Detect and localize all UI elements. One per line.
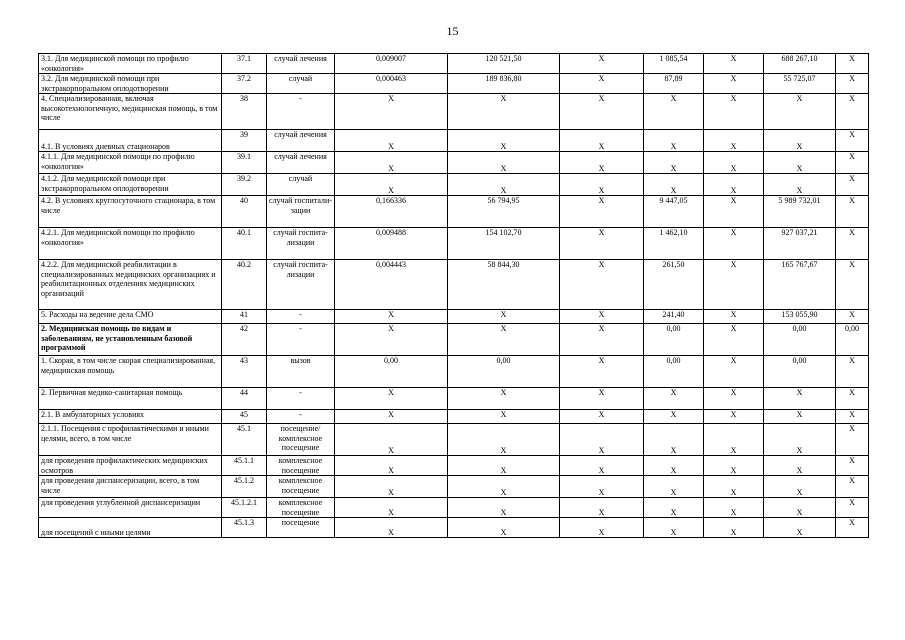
value-cell: X: [704, 456, 764, 476]
row-code-cell: 45.1: [222, 424, 267, 456]
value-cell: 0,000463: [335, 74, 448, 94]
value-cell: X: [335, 456, 448, 476]
value-cell: X: [836, 54, 869, 74]
value-cell: X: [644, 424, 704, 456]
value-cell: X: [836, 456, 869, 476]
value-cell: X: [448, 388, 560, 410]
medical-care-table: [38, 53, 869, 538]
table-row: [39, 518, 869, 538]
row-name-cell: для проведения диспансеризации, всего, в том числе: [39, 476, 222, 498]
table-row: [39, 498, 869, 518]
value-cell: X: [560, 310, 644, 324]
value-cell: X: [448, 324, 560, 356]
table-row: [39, 152, 869, 174]
value-cell: X: [764, 476, 836, 498]
table-body: [39, 54, 869, 538]
value-cell: X: [644, 130, 704, 152]
value-cell: 927 037,21: [764, 228, 836, 260]
value-cell: 0,00: [644, 356, 704, 388]
table-row: [39, 54, 869, 74]
row-name-cell: 2.1.1. Посещения с профилактическими и иными целями, всего, в том числе: [39, 424, 222, 456]
row-name-cell: для проведения углубленной диспансеризации: [39, 498, 222, 518]
row-unit-cell: посещение/ комплексное посещение: [267, 424, 335, 456]
value-cell: X: [335, 518, 448, 538]
row-name-cell: 4.1. В условиях дневных стационаров: [39, 130, 222, 152]
value-cell: X: [560, 410, 644, 424]
row-name-cell: 3.2. Для медицинской помощи при экстракорпоральном оплодотворении: [39, 74, 222, 94]
value-cell: X: [644, 152, 704, 174]
row-code-cell: 45.1.1: [222, 456, 267, 476]
row-unit-cell: случай лечения: [267, 152, 335, 174]
row-unit-cell: -: [267, 388, 335, 410]
row-code-cell: 39.1: [222, 152, 267, 174]
value-cell: X: [836, 388, 869, 410]
value-cell: X: [836, 174, 869, 196]
row-unit-cell: -: [267, 310, 335, 324]
value-cell: X: [448, 424, 560, 456]
value-cell: X: [560, 74, 644, 94]
row-code-cell: 37.1: [222, 54, 267, 74]
table-row: [39, 174, 869, 196]
row-unit-cell: -: [267, 324, 335, 356]
value-cell: X: [704, 310, 764, 324]
value-cell: X: [560, 518, 644, 538]
row-unit-cell: случай: [267, 174, 335, 196]
value-cell: 56 794,95: [448, 196, 560, 228]
value-cell: X: [704, 424, 764, 456]
row-code-cell: 41: [222, 310, 267, 324]
value-cell: 55 725,07: [764, 74, 836, 94]
value-cell: X: [560, 476, 644, 498]
value-cell: X: [448, 310, 560, 324]
value-cell: X: [560, 388, 644, 410]
value-cell: X: [644, 94, 704, 130]
value-cell: X: [335, 94, 448, 130]
value-cell: X: [335, 424, 448, 456]
value-cell: X: [335, 130, 448, 152]
row-name-cell: 4.2. В условиях круглосуточного стационара, в том числе: [39, 196, 222, 228]
row-code-cell: 40.1: [222, 228, 267, 260]
value-cell: X: [560, 424, 644, 456]
table-row: [39, 228, 869, 260]
value-cell: 0,00: [764, 356, 836, 388]
value-cell: X: [704, 152, 764, 174]
value-cell: X: [704, 94, 764, 130]
value-cell: X: [560, 94, 644, 130]
row-unit-cell: случай: [267, 74, 335, 94]
value-cell: 165 767,67: [764, 260, 836, 310]
row-unit-cell: случай госпитали-зации: [267, 196, 335, 228]
value-cell: 120 521,50: [448, 54, 560, 74]
row-code-cell: 40: [222, 196, 267, 228]
table-row: [39, 260, 869, 310]
row-name-cell: 4.2.2. Для медицинской реабилитации в специализированных медицинских организациях и реабилитационных отделениях медицинских организаций: [39, 260, 222, 310]
row-name-cell: для проведения профилактических медицинских осмотров: [39, 456, 222, 476]
value-cell: X: [560, 174, 644, 196]
row-code-cell: 39: [222, 130, 267, 152]
value-cell: 5 989 732,01: [764, 196, 836, 228]
value-cell: X: [836, 94, 869, 130]
value-cell: X: [335, 498, 448, 518]
table-row: [39, 388, 869, 410]
row-name-cell: 1. Скорая, в том числе скорая специализированная, медицинская помощь: [39, 356, 222, 388]
value-cell: X: [836, 260, 869, 310]
value-cell: X: [836, 310, 869, 324]
value-cell: X: [836, 130, 869, 152]
row-code-cell: 42: [222, 324, 267, 356]
value-cell: 0,00: [836, 324, 869, 356]
value-cell: X: [836, 424, 869, 456]
value-cell: X: [560, 130, 644, 152]
value-cell: X: [448, 456, 560, 476]
row-name-cell: 4.1.1. Для медицинской помощи по профилю «онкология»: [39, 152, 222, 174]
value-cell: X: [704, 130, 764, 152]
value-cell: X: [704, 356, 764, 388]
value-cell: X: [335, 310, 448, 324]
value-cell: X: [644, 476, 704, 498]
table-row: [39, 424, 869, 456]
table-row: [39, 94, 869, 130]
value-cell: 0,00: [448, 356, 560, 388]
row-unit-cell: посещение: [267, 518, 335, 538]
row-code-cell: 45: [222, 410, 267, 424]
value-cell: X: [644, 518, 704, 538]
value-cell: X: [836, 74, 869, 94]
value-cell: X: [644, 410, 704, 424]
value-cell: X: [704, 388, 764, 410]
row-name-cell: 2.1. В амбулаторных условиях: [39, 410, 222, 424]
value-cell: 154 102,70: [448, 228, 560, 260]
value-cell: X: [644, 498, 704, 518]
value-cell: X: [448, 174, 560, 196]
row-code-cell: 40.2: [222, 260, 267, 310]
value-cell: X: [560, 356, 644, 388]
value-cell: X: [704, 476, 764, 498]
value-cell: X: [560, 498, 644, 518]
row-unit-cell: -: [267, 94, 335, 130]
value-cell: 0,004443: [335, 260, 448, 310]
row-code-cell: 39.2: [222, 174, 267, 196]
row-code-cell: 45.1.2.1: [222, 498, 267, 518]
value-cell: X: [836, 196, 869, 228]
value-cell: X: [448, 498, 560, 518]
row-unit-cell: комплексное посещение: [267, 456, 335, 476]
value-cell: 241,40: [644, 310, 704, 324]
value-cell: 0,009007: [335, 54, 448, 74]
row-code-cell: 43: [222, 356, 267, 388]
value-cell: X: [335, 324, 448, 356]
value-cell: X: [836, 518, 869, 538]
page-number: 15: [446, 24, 459, 38]
table-row: [39, 196, 869, 228]
table-row: [39, 130, 869, 152]
value-cell: 9 447,05: [644, 196, 704, 228]
value-cell: X: [764, 518, 836, 538]
value-cell: X: [560, 456, 644, 476]
table-row: [39, 456, 869, 476]
value-cell: X: [644, 388, 704, 410]
value-cell: 261,50: [644, 260, 704, 310]
row-name-cell: 5. Расходы на ведение дела СМО: [39, 310, 222, 324]
value-cell: 1 462,10: [644, 228, 704, 260]
value-cell: X: [704, 518, 764, 538]
value-cell: 1 085,54: [644, 54, 704, 74]
value-cell: X: [704, 196, 764, 228]
table-row: [39, 476, 869, 498]
value-cell: X: [335, 174, 448, 196]
row-name-cell: для посещений с иными целями: [39, 518, 222, 538]
value-cell: X: [704, 54, 764, 74]
row-code-cell: 38: [222, 94, 267, 130]
row-name-cell: 4.2.1. Для медицинской помощи по профилю «онкология»: [39, 228, 222, 260]
value-cell: X: [644, 456, 704, 476]
value-cell: X: [560, 152, 644, 174]
value-cell: X: [764, 498, 836, 518]
value-cell: 87,89: [644, 74, 704, 94]
row-code-cell: 44: [222, 388, 267, 410]
value-cell: 0,00: [335, 356, 448, 388]
value-cell: X: [764, 388, 836, 410]
row-unit-cell: случай госпита-лизации: [267, 260, 335, 310]
value-cell: 58 844,30: [448, 260, 560, 310]
value-cell: X: [335, 152, 448, 174]
row-unit-cell: вызов: [267, 356, 335, 388]
value-cell: X: [836, 228, 869, 260]
value-cell: X: [704, 228, 764, 260]
row-unit-cell: случай лечения: [267, 130, 335, 152]
table-row: [39, 410, 869, 424]
value-cell: 0,00: [644, 324, 704, 356]
value-cell: 0,00: [764, 324, 836, 356]
row-name-cell: 4.1.2. Для медицинской помощи при экстракорпоральном оплодотворении: [39, 174, 222, 196]
value-cell: X: [335, 410, 448, 424]
value-cell: X: [560, 324, 644, 356]
value-cell: X: [764, 424, 836, 456]
value-cell: X: [560, 196, 644, 228]
table-row: [39, 324, 869, 356]
value-cell: X: [836, 356, 869, 388]
value-cell: X: [836, 476, 869, 498]
row-name-cell: 4. Специализированная, включая высокотехнологичную, медицинская помощь, в том числе: [39, 94, 222, 130]
value-cell: X: [764, 130, 836, 152]
value-cell: 153 055,90: [764, 310, 836, 324]
value-cell: X: [335, 476, 448, 498]
row-code-cell: 45.1.3: [222, 518, 267, 538]
value-cell: X: [764, 174, 836, 196]
table-row: [39, 356, 869, 388]
value-cell: X: [704, 260, 764, 310]
value-cell: X: [448, 518, 560, 538]
value-cell: 0,166336: [335, 196, 448, 228]
value-cell: X: [704, 498, 764, 518]
row-name-cell: 3.1. Для медицинской помощи по профилю «онкология»: [39, 54, 222, 74]
value-cell: X: [448, 410, 560, 424]
value-cell: X: [764, 94, 836, 130]
value-cell: X: [335, 388, 448, 410]
value-cell: X: [704, 410, 764, 424]
value-cell: X: [704, 324, 764, 356]
row-name-cell: 2. Первичная медико-санитарная помощь: [39, 388, 222, 410]
value-cell: 688 267,10: [764, 54, 836, 74]
row-name-cell: 2. Медицинская помощь по видам и заболеваниям, не установленным базовой программой: [39, 324, 222, 356]
value-cell: X: [448, 94, 560, 130]
row-unit-cell: случай лечения: [267, 54, 335, 74]
value-cell: 0,009488: [335, 228, 448, 260]
value-cell: X: [836, 498, 869, 518]
value-cell: X: [448, 152, 560, 174]
row-unit-cell: комплексное посещение: [267, 498, 335, 518]
value-cell: X: [560, 54, 644, 74]
row-code-cell: 45.1.2: [222, 476, 267, 498]
row-code-cell: 37.2: [222, 74, 267, 94]
value-cell: X: [836, 152, 869, 174]
value-cell: X: [704, 174, 764, 196]
value-cell: X: [448, 130, 560, 152]
value-cell: X: [560, 260, 644, 310]
value-cell: X: [560, 228, 644, 260]
value-cell: 189 836,80: [448, 74, 560, 94]
value-cell: X: [764, 152, 836, 174]
value-cell: X: [704, 74, 764, 94]
table-row: [39, 74, 869, 94]
value-cell: X: [644, 174, 704, 196]
value-cell: X: [836, 410, 869, 424]
row-unit-cell: случай госпита-лизации: [267, 228, 335, 260]
value-cell: X: [764, 456, 836, 476]
row-unit-cell: -: [267, 410, 335, 424]
value-cell: X: [448, 476, 560, 498]
row-unit-cell: комплексное посещение: [267, 476, 335, 498]
table-row: [39, 310, 869, 324]
value-cell: X: [764, 410, 836, 424]
